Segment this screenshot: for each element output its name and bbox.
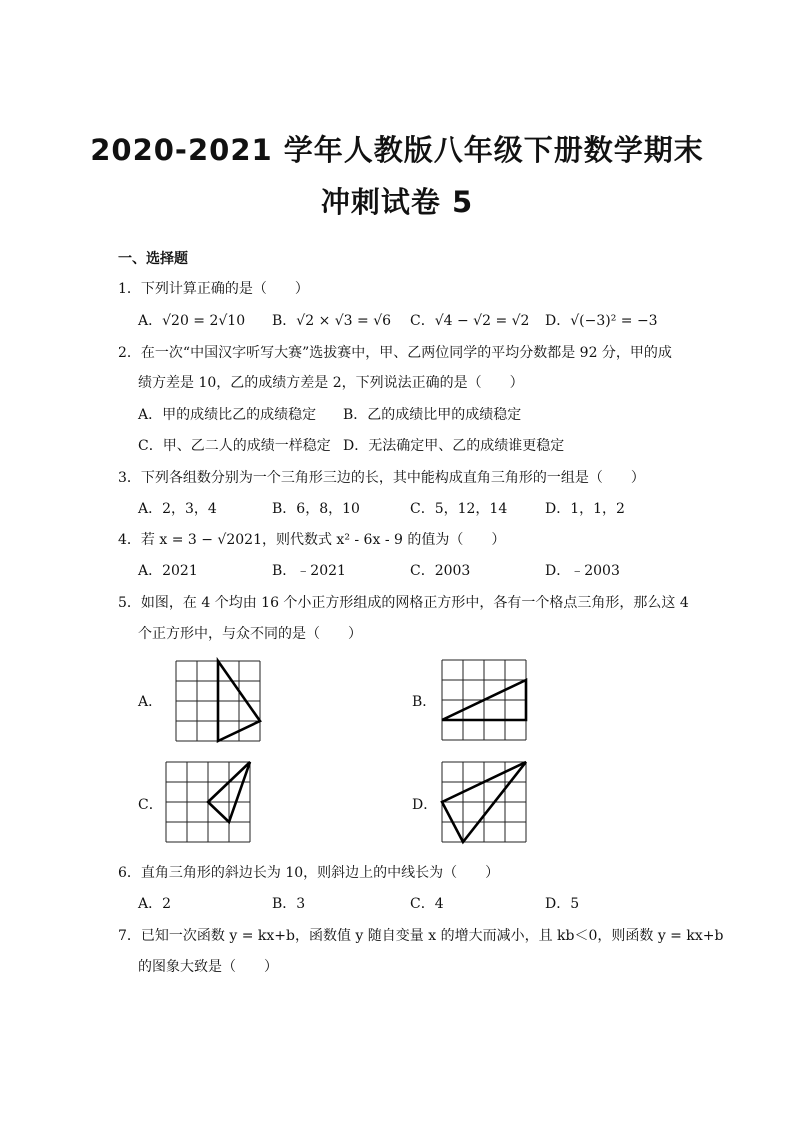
q2-option-d[interactable]: D．无法确定甲、乙的成绩谁更稳定 xyxy=(343,438,565,454)
question-6-stem: 6．直角三角形的斜边长为 10，则斜边上的中线长为（ ） xyxy=(118,865,500,881)
q4-option-d[interactable]: D．﹣2003 xyxy=(545,563,620,579)
title-line-1: 2020-2021 学年人教版八年级下册数学期末 xyxy=(90,133,704,167)
q6-option-d[interactable]: D．5 xyxy=(545,896,580,912)
grid-figure-a xyxy=(176,661,262,743)
q1-option-b[interactable]: B．√2 × √3 = √6 xyxy=(272,313,392,329)
q5-option-d[interactable]: D． xyxy=(412,797,438,813)
q6-option-c[interactable]: C．4 xyxy=(410,896,444,912)
question-5-stem-line-1: 5．如图，在 4 个均由 16 个小正方形组成的网格正方形中，各有一个格点三角形，那么这 4 xyxy=(118,595,689,611)
q5-option-c[interactable]: C． xyxy=(138,797,163,813)
question-1-stem: 1．下列计算正确的是（ ） xyxy=(118,281,309,297)
q2-option-b[interactable]: B．乙的成绩比甲的成绩稳定 xyxy=(343,407,522,423)
title-line-2: 冲刺试卷 5 xyxy=(320,185,474,219)
grid-figure-c xyxy=(166,762,252,844)
q3-option-a[interactable]: A．2，3，4 xyxy=(138,501,217,517)
question-5-stem-line-2: 个正方形中，与众不同的是（ ） xyxy=(138,626,362,642)
q3-option-c[interactable]: C．5，12，14 xyxy=(410,501,508,517)
q1-option-d[interactable]: D．√(−3)² = −3 xyxy=(545,313,658,329)
section-heading: 一、选择题 xyxy=(118,251,188,267)
q3-option-b[interactable]: B．6，8，10 xyxy=(272,501,360,517)
q6-option-a[interactable]: A．2 xyxy=(138,896,172,912)
q2-option-a[interactable]: A．甲的成绩比乙的成绩稳定 xyxy=(138,407,317,423)
q6-option-b[interactable]: B．3 xyxy=(272,896,306,912)
question-7-stem-line-2: 的图象大致是（ ） xyxy=(138,959,278,975)
question-3-stem: 3．下列各组数分别为一个三角形三边的长，其中能构成直角三角形的一组是（ ） xyxy=(118,470,645,486)
q4-option-a[interactable]: A．2021 xyxy=(138,563,198,579)
question-4-stem: 4．若 x = 3 − √2021，则代数式 x² - 6x - 9 的值为（ ） xyxy=(118,532,506,548)
q5-option-b[interactable]: B． xyxy=(412,694,437,710)
q3-option-d[interactable]: D．1，1，2 xyxy=(545,501,625,517)
q5-option-a[interactable]: A． xyxy=(138,694,163,710)
question-2-stem-line-2: 绩方差是 10，乙的成绩方差是 2，下列说法正确的是（ ） xyxy=(138,375,524,391)
question-7-stem-line-1: 7．已知一次函数 y = kx+b，函数值 y 随自变量 x 的增大而减小，且 kb＜0，则函数 y = kx+b xyxy=(118,928,724,944)
q1-option-c[interactable]: C．√4 − √2 = √2 xyxy=(410,313,530,329)
question-2-stem-line-1: 2．在一次“中国汉字听写大赛”选拔赛中，甲、乙两位同学的平均分数都是 92 分，甲的成 xyxy=(118,345,672,361)
q1-option-a[interactable]: A．√20 = 2√10 xyxy=(138,313,246,329)
grid-figure-b xyxy=(442,660,528,742)
grid-figure-d xyxy=(442,762,528,844)
q4-option-b[interactable]: B．﹣2021 xyxy=(272,563,346,579)
q2-option-c[interactable]: C．甲、乙二人的成绩一样稳定 xyxy=(138,438,331,454)
q4-option-c[interactable]: C．2003 xyxy=(410,563,471,579)
